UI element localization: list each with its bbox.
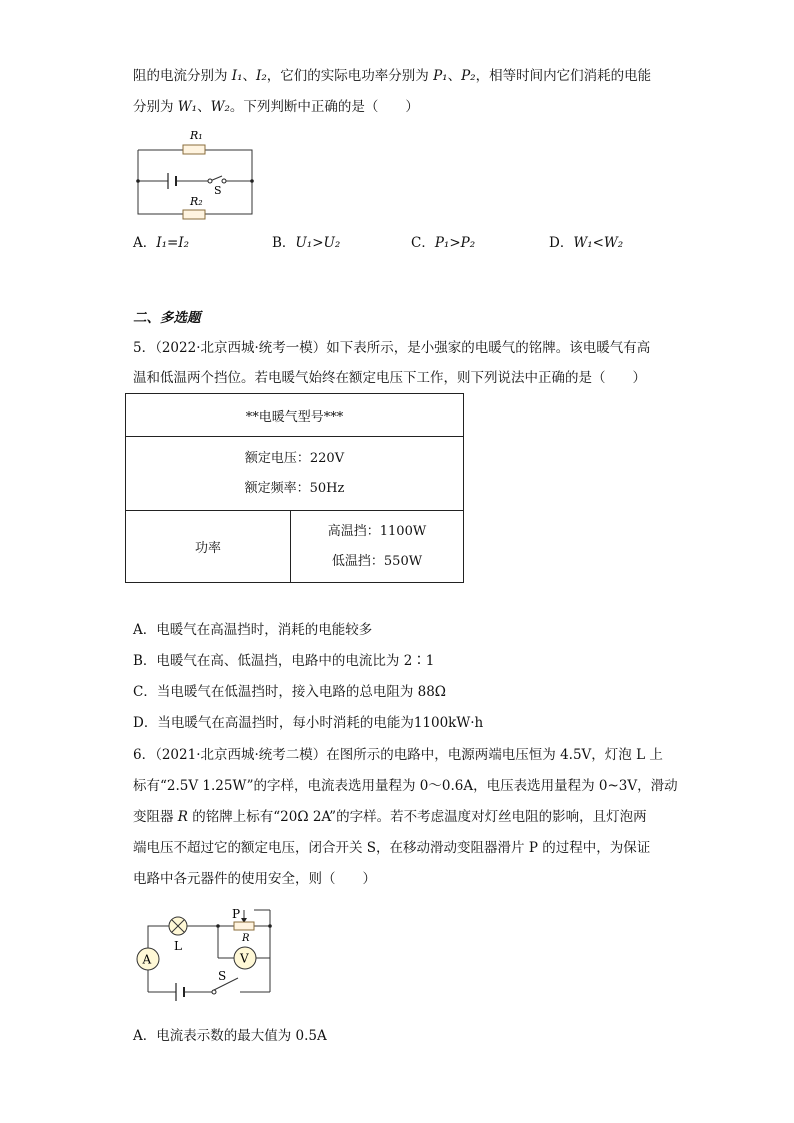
q6-circuit-diagram — [128, 902, 278, 1006]
rheostat-label: R — [242, 933, 250, 944]
q4-option-d — [549, 233, 623, 253]
q4-line-2 — [133, 97, 419, 117]
rated-voltage: 额定电压：220V — [244, 450, 345, 466]
option-expression: P₁>P₂ — [434, 235, 476, 251]
ammeter-label: A — [142, 952, 152, 967]
q6-line-4: 端电压不超过它的额定电压，闭合开关 S，在移动滑动变阻器滑片 P 的过程中，为保证 — [133, 840, 651, 856]
option-expression: I₁=I₂ — [156, 235, 190, 251]
text: 分别为 — [133, 99, 178, 115]
q4-option-a — [133, 233, 189, 253]
low-power: 低温挡：550W — [331, 553, 423, 569]
switch-contact-left — [208, 179, 212, 183]
q6-line-1: 6．（2021·北京西城·统考二模）在图所示的电路中，电源两端电压恒为 4.5V，灯泡 L 上 — [133, 747, 663, 763]
text: 变阻器 — [133, 809, 178, 825]
label-r2: R₂ — [190, 195, 203, 208]
power-values — [291, 511, 464, 583]
high-power: 高温挡：1100W — [327, 523, 427, 539]
text: ，相等时间内它们消耗的电能 — [475, 68, 652, 84]
text: 、 — [242, 68, 257, 84]
option-label: C． — [411, 235, 435, 251]
section-title: 二、多选题 — [133, 310, 201, 326]
junction-dot — [216, 924, 220, 928]
switch-label: S — [218, 969, 227, 983]
q6-line-3 — [133, 807, 647, 827]
q4-option-c — [411, 233, 475, 253]
option-expression: W₁<W₂ — [573, 235, 624, 251]
spec-table — [125, 393, 464, 583]
text: 的铭牌上标有“20Ω 2A”的字样。若不考虑温度对灯丝电阻的影响，且灯泡两 — [187, 809, 647, 825]
text: ，它们的实际电功率分别为 — [266, 68, 434, 84]
spec-table-ratings — [126, 437, 464, 511]
symbol-w2: W₂ — [210, 99, 230, 115]
text: 、 — [447, 68, 462, 84]
option-label: A． — [133, 235, 157, 251]
resistor-r1 — [183, 145, 205, 154]
option-expression: U₁>U₂ — [295, 235, 341, 251]
spec-table-header: **电暖气型号*** — [126, 394, 464, 437]
power-label: 功率 — [126, 511, 291, 583]
q6-line-2: 标有“2.5V 1.25W”的字样，电流表选用量程为 0～0.6A，电压表选用量程为 0~3V，滑动 — [133, 778, 678, 794]
q5-option-b: B．电暖气在高、低温挡，电路中的电流比为 2∶1 — [133, 653, 435, 669]
q6-line-5: 电路中各元器件的使用安全，则（ ） — [133, 871, 376, 887]
q6-option-a: A．电流表示数的最大值为 0.5A — [133, 1028, 327, 1044]
resistor-r2 — [183, 210, 205, 219]
voltmeter-label: V — [240, 951, 249, 966]
q4-circuit-diagram — [130, 124, 260, 220]
junction-dot — [136, 179, 140, 183]
q5-line-2: 温和低温两个挡位。若电暖气始终在额定电压下工作，则下列说法中正确的是（ ） — [133, 370, 646, 386]
label-r1: R₁ — [190, 129, 203, 142]
q4-line-1 — [133, 66, 651, 86]
q5-option-a: A．电暖气在高温挡时，消耗的电能较多 — [133, 622, 373, 638]
symbol-i2: I₂ — [256, 68, 267, 84]
symbol-p2: P₂ — [461, 68, 476, 84]
junction-dot — [250, 179, 254, 183]
q4-option-b — [272, 233, 340, 253]
text: 、 — [197, 99, 211, 115]
q5-line-1: 5．（2022·北京西城·统考一模）如下表所示，是小强家的电暖气的铭牌。该电暖气有高 — [133, 340, 651, 356]
lamp-label: L — [174, 939, 182, 953]
switch-contact-right — [222, 179, 226, 183]
slider-label: P — [232, 907, 241, 921]
q5-option-c: C．当电暖气在低温挡时，接入电路的总电阻为 88Ω — [133, 684, 446, 700]
symbol-p1: P₁ — [433, 68, 448, 84]
text: 阻的电流分别为 — [133, 68, 232, 84]
text: 。下列判断中正确的是（ ） — [229, 99, 419, 115]
symbol-r: R — [177, 809, 188, 825]
rheostat-r — [234, 922, 254, 930]
option-label: D． — [549, 235, 574, 251]
symbol-w1: W₁ — [177, 99, 198, 115]
q5-option-d: D．当电暖气在高温挡时，每小时消耗的电能为1100kW·h — [133, 715, 484, 731]
option-label: B． — [272, 235, 296, 251]
rated-frequency: 额定频率：50Hz — [244, 480, 345, 496]
junction-dot — [268, 924, 272, 928]
switch-contact — [212, 990, 216, 994]
symbol-i1: I₁ — [231, 68, 243, 84]
label-switch: S — [214, 184, 222, 197]
